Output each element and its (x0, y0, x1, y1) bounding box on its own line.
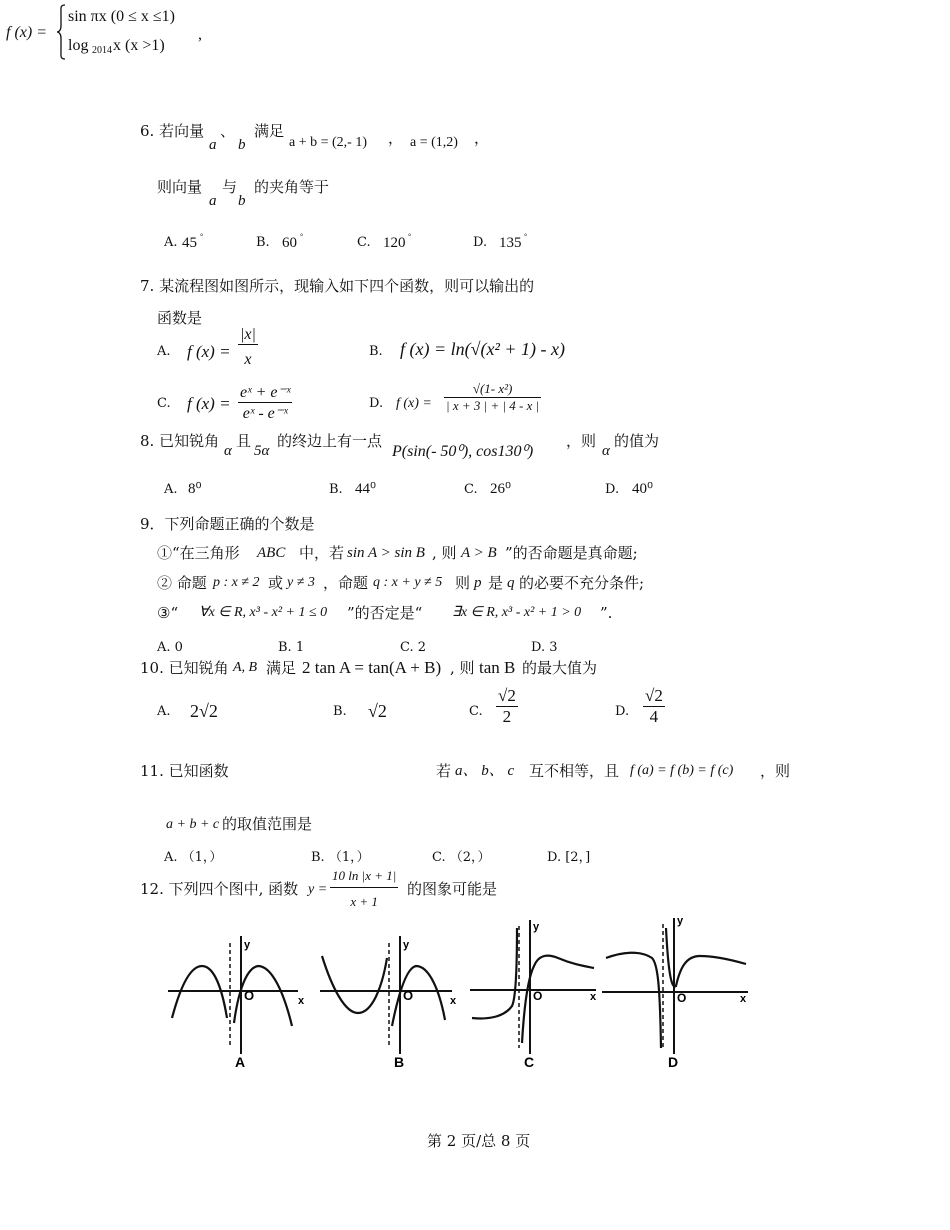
q9-item1-condition: sin A > sin B (347, 545, 425, 561)
q9-item1-b: 中，若 (299, 544, 345, 562)
q7-option-a-denominator: x (244, 351, 252, 368)
q8-option-c-label: C. (464, 482, 478, 497)
q11-condition-variables: a、 b、 c (455, 763, 515, 779)
q9-item3-c: ”. (600, 604, 613, 622)
q9-item2-y: y ≠ 3 (287, 575, 315, 590)
q6-comma-2: ， (474, 129, 490, 147)
q12-denominator: x + 1 (350, 894, 378, 909)
q7-line2: 函数是 (157, 309, 203, 327)
q10-option-d-denominator: 4 (649, 707, 659, 726)
q9-item2-a: ② 命题 (157, 574, 207, 592)
q6-line2-prefix: 则向量 (157, 178, 203, 196)
q9-item2-q2: q (507, 575, 515, 591)
q8-point: P(sin(- 50⁰), cos130⁰) (392, 443, 534, 460)
q8-and: 且 (236, 432, 252, 450)
q6-vector-a: a (209, 137, 217, 153)
q7-option-c-denominator: eˣ - e⁻ˣ (242, 405, 288, 422)
q8-option-d-value: 40⁰ (632, 481, 654, 497)
q6-option-b-label: B. (256, 235, 270, 250)
q9-item1-a: ①“在三角形 (157, 544, 240, 562)
q7-option-d-label: D. (369, 396, 384, 411)
q6-option-a-value: 45 (182, 235, 197, 251)
q8-alpha-2: α (602, 443, 610, 459)
q8-five-alpha: 5α (254, 443, 270, 459)
q10-angles: A, B (233, 660, 258, 675)
q7-option-a-label: A. (157, 344, 171, 359)
q8-option-c-value: 26⁰ (490, 481, 512, 497)
q6-option-b-value: 60 (282, 235, 297, 251)
q8-middle-text: 的终边上有一点 (277, 432, 383, 450)
q11-line2-expression: a + b + c (166, 817, 220, 832)
q10-condition: 2 tan A = tan(A + B) (302, 658, 442, 677)
q9-item2-p2: p (474, 575, 482, 591)
q8-option-b-label: B. (329, 482, 343, 497)
graph-b-x-axis-label: x (450, 995, 457, 1007)
q10-middle: , 则 (450, 659, 475, 677)
q10-prefix: 10. 已知锐角 (140, 659, 229, 677)
q11-option-d: D. [2，] (547, 850, 591, 865)
q9-option-d: D. 3 (531, 640, 558, 655)
left-brace-icon (56, 4, 66, 60)
q7-option-b-label: B. (369, 344, 383, 359)
q9-item1-d: ”的否命题是真命题; (505, 544, 638, 562)
piecewise-case-2-log: log (68, 37, 89, 54)
graph-b[interactable] (320, 936, 457, 1070)
q10-option-b-value: √2 (368, 701, 387, 721)
q7-line1: 7. 某流程图如图所示，现输入如下四个函数，则可以输出的 (140, 277, 535, 295)
q10-option-b-label: B. (333, 704, 347, 719)
q7-option-c-lhs: f (x) = (187, 394, 231, 413)
q6-line2-suffix: 的夹角等于 (254, 178, 330, 196)
q6-condition-1: a + b = (2,- 1) (289, 135, 367, 150)
q9-option-a: A. 0 (157, 640, 183, 655)
q10-satisfies: 满足 (266, 659, 297, 677)
q6-option-c-degree: ° (408, 232, 412, 241)
q6-line2-vector-b: b (238, 193, 246, 209)
q6-option-c-label: C. (357, 235, 371, 250)
q9-item1-abc: ABC (257, 545, 286, 561)
q7-option-d-lhs: f (x) = (396, 396, 432, 411)
q10-tan-b: tan B (479, 658, 516, 677)
q8-option-d-label: D. (605, 482, 620, 497)
q8-option-a-label: A. (164, 482, 178, 497)
q12-lhs: y = (308, 882, 328, 897)
q6-option-d-label: D. (473, 235, 488, 250)
q6-option-c-value: 120 (383, 235, 406, 251)
q6-option-a-degree: ° (200, 232, 204, 241)
q10-option-a-value: 2√2 (190, 701, 218, 721)
q10-option-d-fraction (643, 686, 665, 727)
graph-d[interactable] (602, 915, 748, 1070)
q7-option-d-fraction (444, 381, 541, 414)
q10-option-c-fraction (496, 686, 518, 727)
q11-option-a: A. （1，） (164, 850, 223, 865)
q11-condition-a: 若 (436, 762, 452, 780)
q8-tail-2: 的值为 (614, 432, 660, 450)
q9-option-b: B. 1 (278, 640, 305, 655)
q9-item2-d: 则 (455, 574, 471, 592)
q6-vector-b: b (238, 137, 246, 153)
q11-condition-c: ，则 (760, 762, 791, 780)
q9-item2-f: 的必要不充分条件; (519, 574, 645, 592)
q9-item2-p: p : x ≠ 2 (213, 575, 260, 590)
graph-c-y-axis-label: y (533, 921, 540, 933)
q8-option-a-value: 8⁰ (188, 481, 202, 497)
q6-option-d-degree: ° (524, 232, 528, 241)
q9-item2-q: q : x + y ≠ 5 (373, 575, 443, 590)
q8-prefix: 8. 已知锐角 (140, 432, 220, 450)
q11-condition-equation: f (a) = f (b) = f (c) (630, 763, 734, 778)
q7-option-c-numerator: eˣ + e⁻ˣ (240, 384, 291, 401)
q8-tail-1: ，则 (566, 432, 597, 450)
graph-d-label: D (668, 1054, 679, 1070)
q9-item1-c: , 则 (432, 544, 457, 562)
page-footer: 第 2 页/总 8 页 (427, 1132, 531, 1150)
graph-c-x-axis-label: x (590, 991, 597, 1003)
graph-b-y-axis-label: y (403, 939, 410, 951)
graph-a-y-axis-label: y (244, 939, 251, 951)
q8-alpha: α (224, 443, 232, 459)
graph-b-label: B (394, 1054, 405, 1070)
q6-satisfies: 满足 (254, 122, 285, 140)
q12-prefix: 12. 下列四个图中, 函数 (140, 880, 299, 898)
q10-option-d-numerator: √2 (645, 686, 663, 705)
q12-numerator: 10 ln |x + 1| (332, 868, 397, 883)
graph-a[interactable] (168, 936, 305, 1070)
graph-c[interactable] (470, 920, 597, 1070)
q6-line2-vector-a: a (209, 193, 217, 209)
q9-item2-e: 是 (488, 574, 504, 592)
q12-tail: 的图象可能是 (407, 880, 498, 898)
graph-c-label: C (524, 1054, 535, 1070)
piecewise-case-2-base: 2014 (92, 45, 112, 56)
q10-option-c-numerator: √2 (498, 686, 516, 705)
q9-item1-result: A > B (461, 545, 497, 561)
q6-line1-prefix: 6. 若向量 (140, 122, 205, 140)
q9-item3-b: ”的否定是“ (347, 604, 423, 622)
q7-option-a-fraction (238, 326, 258, 369)
graph-a-origin: O (244, 988, 255, 1003)
q10-option-c-label: C. (469, 704, 483, 719)
q10-option-a-label: A. (157, 704, 171, 719)
graph-a-label: A (235, 1054, 246, 1070)
q11-option-b: B. （1，） (311, 850, 370, 865)
q9-option-c: C. 2 (400, 640, 427, 655)
q11-line2-tail: 的取值范围是 (222, 815, 313, 833)
q7-option-c-label: C. (157, 396, 171, 411)
piecewise-case-1: sin πx (0 ≤ x ≤1) (68, 8, 175, 25)
q10-tail: 的最大值为 (522, 659, 598, 677)
q6-option-a-label: A. (164, 235, 178, 250)
graph-c-origin: O (533, 989, 543, 1003)
q12-fraction (330, 868, 398, 910)
graph-b-origin: O (403, 988, 414, 1003)
q7-option-a-numerator: |x| (240, 326, 256, 343)
q11-condition-b: 互不相等，且 (529, 762, 620, 780)
graph-a-x-axis-label: x (298, 995, 305, 1007)
q11-option-c: C. （2，） (432, 850, 491, 865)
q9-item3-a: ③“ (157, 604, 179, 622)
q6-condition-2: a = (1,2) (410, 135, 458, 150)
q6-line2-and: 与 (222, 178, 238, 196)
q6-comma-1: ， (388, 129, 404, 147)
graph-d-x-axis-label: x (740, 993, 747, 1005)
q9-item2-b: 或 (268, 574, 284, 592)
piecewise-lhs: f (x) = (6, 24, 47, 41)
q9-item3-expression: ∀x ∈ R, x³ - x² + 1 ≤ 0 (199, 605, 328, 620)
q12-graph-options (160, 908, 760, 1078)
q11-prefix: 11. 已知函数 (140, 762, 229, 780)
q9-item3-expression-2: ∃x ∈ R, x³ - x² + 1 > 0 (452, 605, 582, 620)
piecewise-tail: , (198, 26, 202, 43)
q7-option-d-denominator: | x + 3 | + | 4 - x | (446, 398, 540, 413)
q8-option-b-value: 44⁰ (355, 481, 377, 497)
graph-d-origin: O (677, 991, 687, 1005)
q7-option-a-lhs: f (x) = (187, 342, 231, 361)
q9-line1: 9．下列命题正确的个数是 (140, 515, 315, 533)
q6-option-d-value: 135 (499, 235, 522, 251)
q6-option-b-degree: ° (300, 232, 304, 241)
q7-option-d-numerator: √(1- x²) (472, 381, 513, 396)
graph-d-y-axis-label: y (677, 915, 684, 927)
q10-option-c-denominator: 2 (502, 707, 512, 726)
q6-separator: 、 (220, 122, 236, 140)
q10-option-d-label: D. (615, 704, 630, 719)
q7-option-c-fraction (238, 382, 292, 423)
q9-item2-c: ，命题 (323, 574, 369, 592)
piecewise-case-2-rest: x (x >1) (113, 37, 165, 54)
q7-option-b-expression: f (x) = ln(√(x² + 1) - x) (400, 339, 565, 359)
